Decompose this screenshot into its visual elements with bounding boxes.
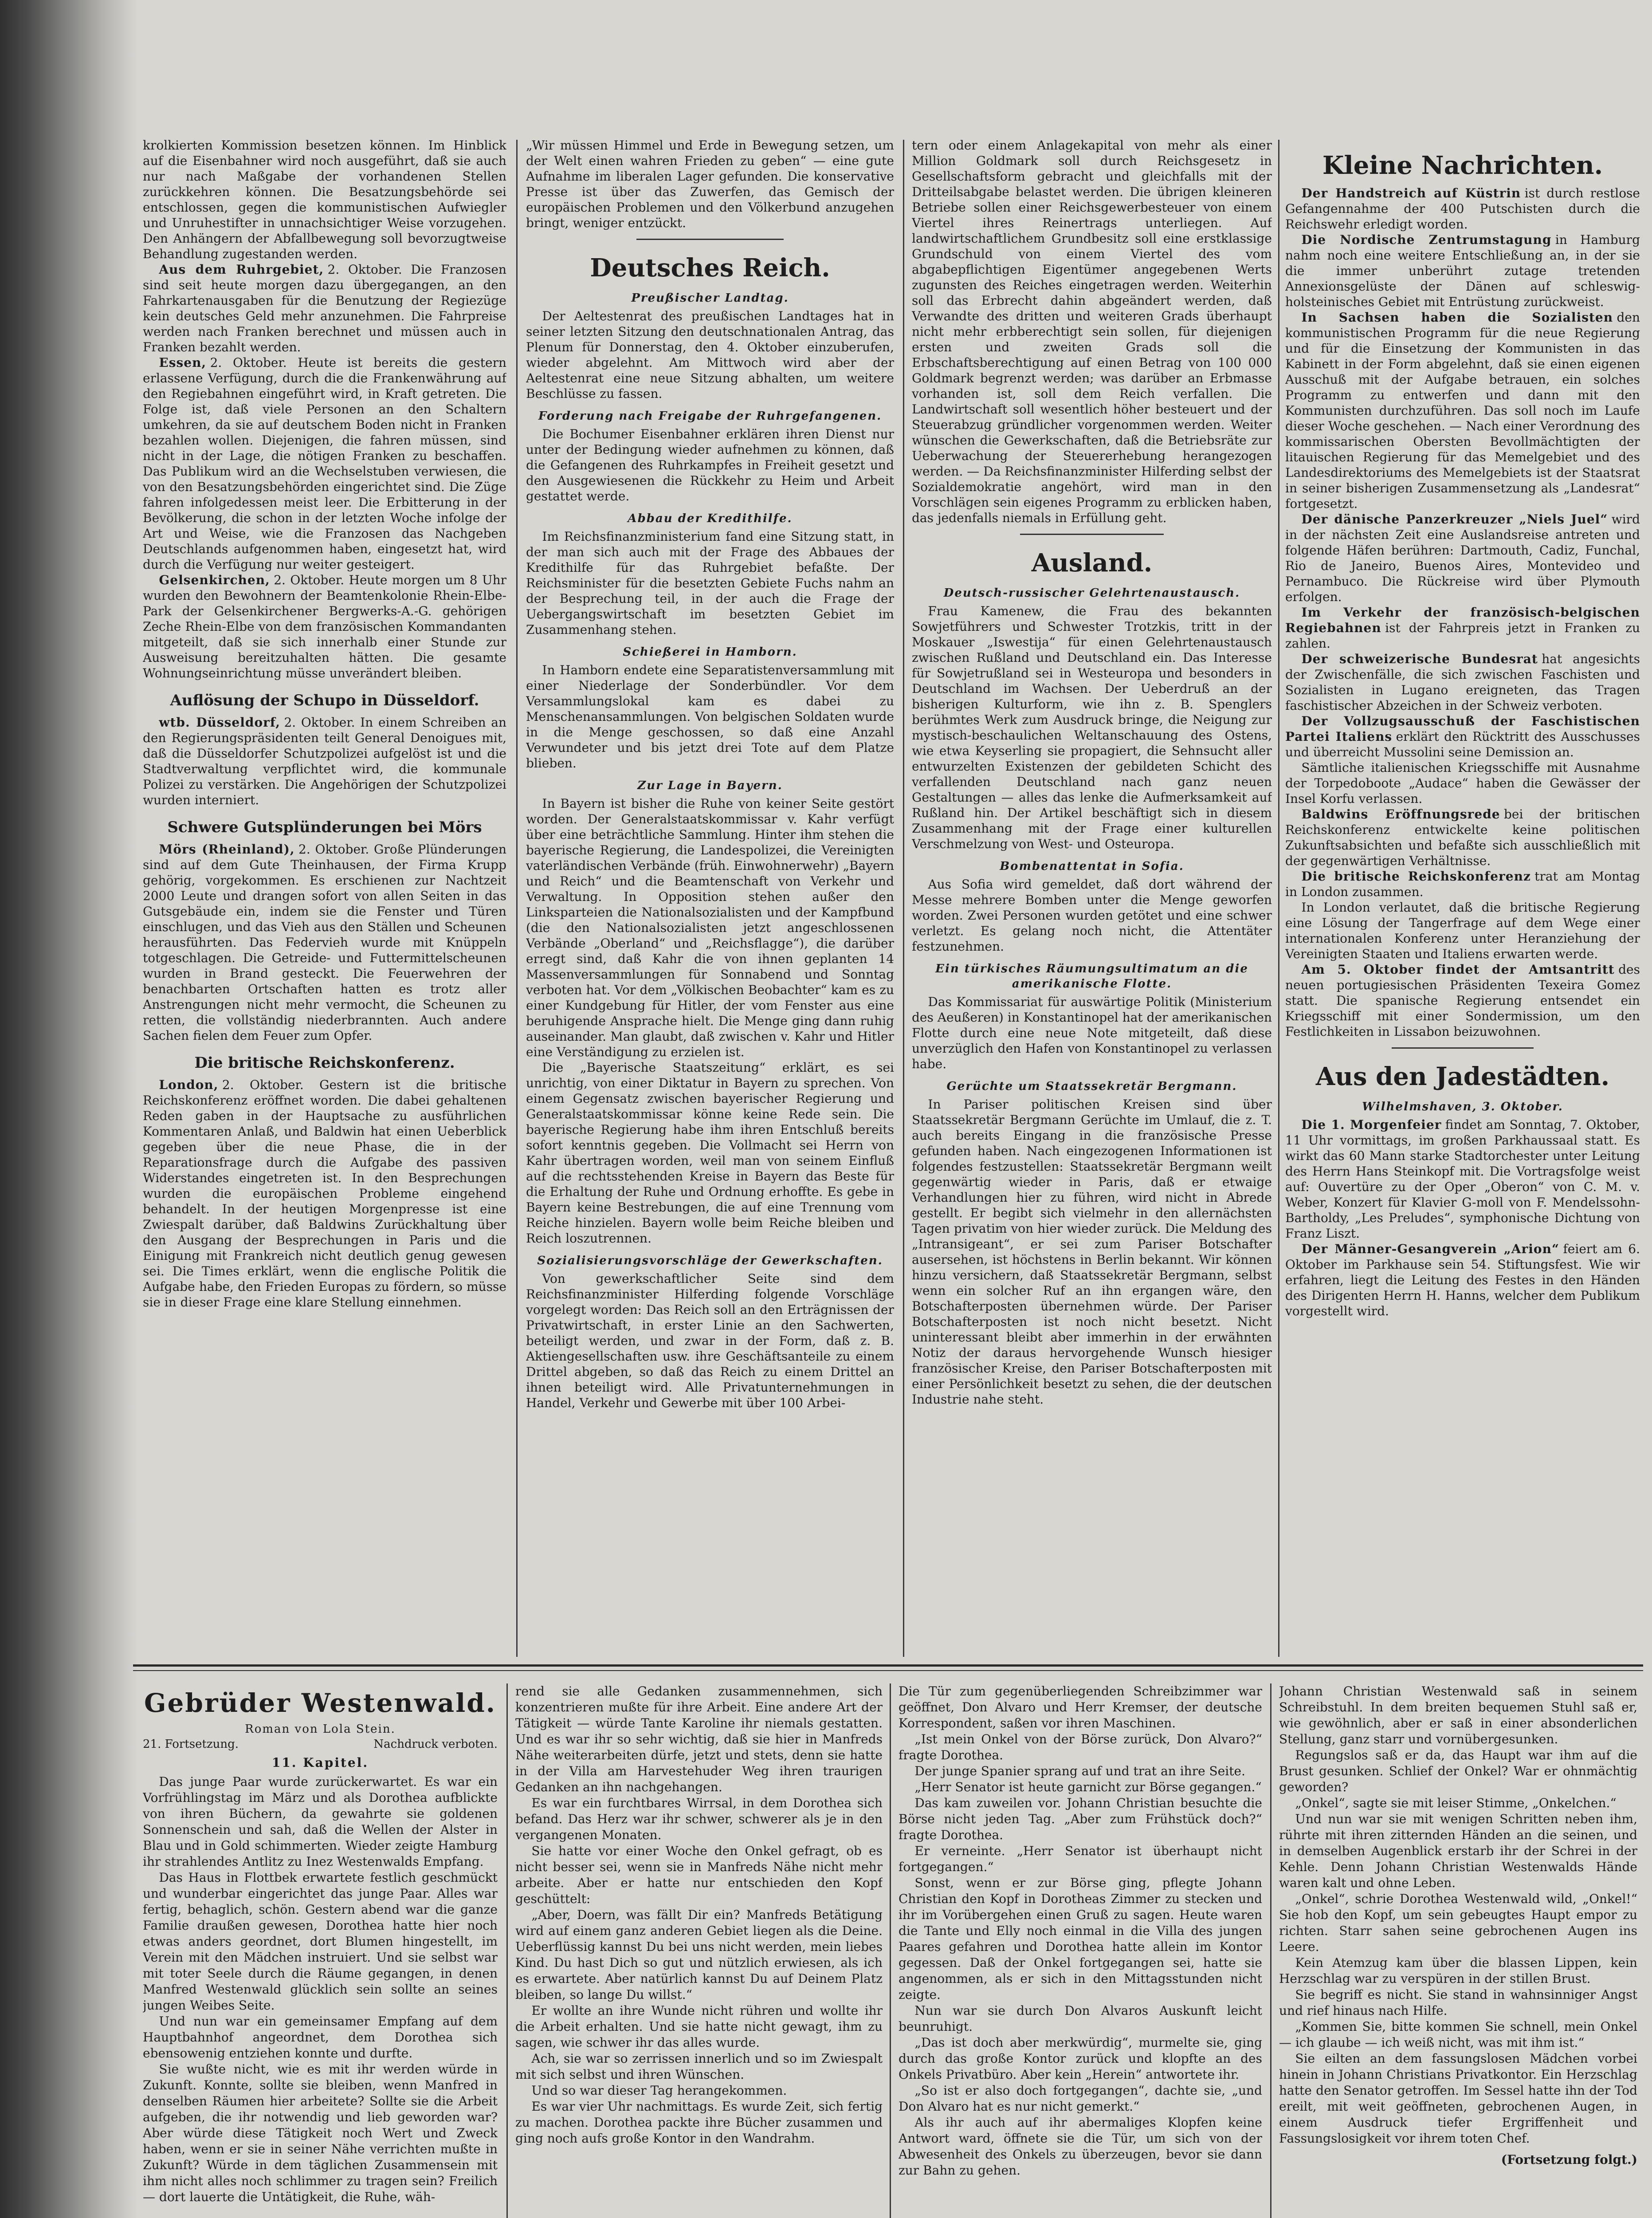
paragraph-text: „So ist er also doch fortgegangen“, dachte sie, „und Don Alvaro hat es nur nicht gemerkt.“ [899, 2083, 1262, 2114]
paragraph-text: „Kommen Sie, bitte kommen Sie schnell, mein Onkel — ich glaube — ich weiß nicht, was mit ihm ist.“ [1279, 2019, 1637, 2050]
article-paragraph [899, 1875, 1262, 2003]
paragraph-text: Es war vier Uhr nachmittags. Es wurde Zeit, sich fertig zu machen. Dorothea packte ihre Bücher zusammen und ging noch aufs große Kontor in den Wandrahm. [515, 2099, 883, 2146]
article-paragraph [899, 2083, 1262, 2115]
paragraph-text: Regungslos saß er da, das Haupt war ihm auf die Brust gesunken. Schlief der Onkel? War er ohnmächtig geworden? [1279, 1748, 1637, 1794]
article-paragraph [143, 715, 506, 808]
subheading: Preußischer Landtag. [631, 291, 789, 305]
paragraph-text: Sie eilten an dem fassungslosen Mädchen vorbei hinein in Johann Christians Privatkontor. Ein Herzschlag hatte den Senator getroffen. Im Sessel hatte ihn der Tod ereilt, mit weit geöffneten, gebrochenen Augen, in einem Ausdruck tiefer Ergriffenheit und Fassungslosigkeit vor ihrem toten Chef. [1279, 2051, 1637, 2146]
paragraph-text: „Onkel“, schrie Dorothea Westenwald wild, „Onkel!“ Sie hob den Kopf, um sein gebeugtes Haupt empor zu richten. Starr sahen seine gebrochenen Augen ins Leere. [1279, 1892, 1637, 1954]
article-paragraph [912, 138, 1272, 526]
article-paragraph [899, 1795, 1262, 1843]
article-paragraph [515, 2051, 883, 2083]
paragraph-lead: Die 1. Morgenfeier [1301, 1117, 1442, 1132]
paragraph-text: Sie wußte nicht, wie es mit ihr werden würde in Zukunft. Konnte, sollte sie bleiben, wenn Manfred in denselben Räumen hier arbeitete? Sollte sie die Arbeit aufgeben, die ihr notwendig und lieb geworden war? Aber würde diese Tätigkeit noch Wert und Zweck haben, wenn er sie in seiner Nähe verrichten mußte in Zukunft? Würde in dem täglichen Zusammensein mit ihm nicht alles noch schlimmer zu tragen sein? Freilich — dort lauerte die Untätigkeit, die Ruhe, wäh- [143, 2062, 498, 2204]
upper-column-1 [143, 138, 506, 1657]
paragraph-lead: Aus dem Ruhrgebiet, [159, 262, 324, 277]
subheading: Schießerei in Hamborn. [623, 645, 797, 659]
article-paragraph [899, 1779, 1262, 1795]
article-paragraph [143, 572, 506, 681]
paragraph-text: In London verlautet, daß die britische Regierung eine Lösung der Tangerfrage auf dem Wege einer internationalen Konferenz unter Heranziehung der Vereinigten Staaten und Italiens erwarten werde. [1285, 900, 1640, 961]
paragraph-lead: Die britische Reichskonferenz [1301, 869, 1531, 884]
paragraph-lead: Der Vollzugsausschuß der Faschistischen Partei Italiens [1285, 714, 1640, 744]
paragraph-text: In Bayern ist bisher die Ruhe von keiner Seite gestört worden. Der Generalstaatskommissar v. Kahr verfügt über eine beträchtliche Sammlung. Hinter ihm stehen die bayerische Regierung, die Landespolizei, die Vereinigten vaterländischen Verbände (früh. Einwohnerwehr) „Bayern und Reich“ und die Beamtenschaft von Verkehr und Verwaltung. In Opposition stehen außer den Linksparteien die Nationalsozialisten und der Kampfbund (die den Nationalsozialisten jetzt angeschlossenen Verbände „Oberland“ und „Reichsflagge“), die darüber erregt sind, daß Kahr die von ihnen geplanten 14 Massenversammlungen für Sonnabend und Sonntag verboten hat. Vor dem „Völkischen Beobachter“ kam es zu einer Kundgebung für Hitler, der vom Fenster aus eine beruhigende Ansprache hielt. Die Menge ging dann ruhig auseinander. Man glaubt, daß zwischen v. Kahr und Hitler eine Verständigung zu erzielen ist. [526, 796, 894, 1059]
article-paragraph [515, 1907, 883, 2003]
article-paragraph [899, 1683, 1262, 1731]
subheading: Abbau der Kredithilfe. [628, 512, 793, 525]
paragraph-text: „Das ist doch aber merkwürdig“, murmelte sie, ging durch das große Kontor zurück und klopfte an des Onkels Privatbüro. Aber kein „Herein“ antwortete ihr. [899, 2035, 1262, 2082]
article-paragraph [899, 2035, 1262, 2083]
paragraph-text: Als ihr auch auf ihr abermaliges Klopfen keine Antwort ward, öffnete sie die Tür, um sich von der Abwesenheit des Onkels zu überzeugen, bevor sie dann zur Bahn zu gehen. [899, 2115, 1262, 2178]
article-paragraph [526, 1060, 894, 1246]
paragraph-lead: Der dänische Panzerkreuzer „Niels Juel“ [1301, 512, 1608, 527]
subheading: Sozialisierungsvorschläge der Gewerkschaften. [537, 1254, 883, 1267]
paragraph-lead: Im Verkehr der französisch-belgischen Regiebahnen [1285, 605, 1640, 635]
section-heading: Aus den Jadestädten. [1315, 1062, 1610, 1091]
paragraph-text: 2. Oktober. Gestern ist die britische Reichskonferenz eröffnet worden. Die dabei gehaltenen Reden gaben in der Hauptsache zu ausführlichen Kommentaren Anlaß, und Baldwin hat einen Ueberblick gegeben über die neue Phase, die in der Reparationsfrage durch die Aufgabe des passiven Widerstandes eingetreten ist. In den Besprechungen wurden die europäischen Probleme eingehend behandelt. In der heutigen Morgenpresse ist eine Zwiespalt darüber, daß Baldwins Zurückhaltung über den Ausgang der Besprechungen in Paris und die Einigung mit Frankreich nicht deutlich genug gewesen sei. Die Times erklärt, wenn die englische Politik die Aufgabe habe, den Frieden Europas zu fördern, so müsse sie in dieser Frage eine klare Stellung einnehmen. [143, 1078, 506, 1310]
paragraph-lead: Der schweizerische Bundesrat [1301, 652, 1538, 666]
paragraph-text: Das kam zuweilen vor. Johann Christian besuchte die Börse nicht jeden Tag. „Aber zum Frühstück doch?“ fragte Dorothea. [899, 1796, 1262, 1842]
article-paragraph [1285, 310, 1640, 511]
article-paragraph [1285, 1241, 1640, 1319]
paragraph-text: Es war ein furchtbares Wirrsal, in dem Dorothea sich befand. Das Herz war ihr schwer, schwerer als je in den vergangenen Monaten. [515, 1796, 883, 1842]
article-paragraph [912, 603, 1272, 852]
serial-info-line [143, 1737, 498, 1752]
paragraph-text: Nun war sie durch Don Alvaros Auskunft leicht beunruhigt. [899, 2003, 1262, 2034]
installment-number: 21. Fortsetzung. [143, 1738, 239, 1751]
article-paragraph [143, 1077, 506, 1310]
subheading: Forderung nach Freigabe der Ruhrgefangenen. [538, 409, 882, 423]
paragraph-text: ist durch restlose Gefangennahme der 400 Putschisten durch die Reichswehr erledigt worden. [1285, 186, 1640, 232]
paragraph-text: Sie hatte vor einer Woche den Onkel gefragt, ob es nicht besser sei, wenn sie in Manfreds Nähe nicht mehr arbeite. Aber er hatte nur entschieden den Kopf geschüttelt: [515, 1844, 883, 1906]
paragraph-lead: Am 5. Oktober findet der Amtsantritt [1301, 962, 1615, 977]
article-paragraph [526, 1271, 894, 1411]
paragraph-text: krolkierten Kommission besetzen können. Im Hinblick auf die Eisenbahner wird noch ausgeführt, daß sie auch nur nach Maßgabe der vorhandenen Stellen zurückkehren können. Die Besatzungsbehörde sei entschlossen, gegen die kommunistischen Aufwiegler und Unruhestifter in unnachsichtiger Weise vorzugehen. Den Anhängern der Abfallbewegung soll bevorzugtweise Behandlung zugestanden werden. [143, 138, 506, 261]
paragraph-text: 2. Oktober. Die Franzosen sind seit heute morgen dazu übergegangen, an den Fahrkartenausgaben für die Benutzung der Regiezüge kein deutsches Geld mehr anzunehmen. Die Fahrpreise werden nach Franken berechnet und müssen auch in Franken bezahlt werden. [143, 262, 506, 354]
paragraph-lead: London, [159, 1078, 219, 1092]
article-paragraph [1279, 1811, 1637, 1891]
article-heading: Schwere Gutsplünderungen bei Mörs [167, 818, 482, 836]
subheading: Wilhelmshaven, 3. Oktober. [1362, 1100, 1563, 1113]
article-paragraph [1285, 869, 1640, 900]
paragraph-text: Frau Kamenew, die Frau des bekannten Sowjetführers und Schwester Trotzkis, tritt in der Moskauer „Iswestija“ für einen Gelehrtenaustausch zwischen Rußland und Deutschland ein. Das Interesse für Sowjetrußland sei in Westeuropa und besonders in Deutschland im Wachsen. Der Ueberdruß an der bisherigen Kulturform, wie ihn z. B. Spenglers berühmtes Werk zum Ausdruck bringe, die Neigung zur mystisch-beschaulichen Weltanschauung des Ostens, wie etwa Keyserling sie propagiert, die Sehnsucht aller entwurzelten Existenzen der gebildeten Schicht des verfallenden Deutschland nach ganz neuen Gestaltungen — alles das lenke die Aufmerksamkeit auf Rußland hin. Der Artikel beschäftigt sich in diesem Zusammenhang mit der Frage einer kulturellen Verschmelzung von West- und Osteuropa. [912, 604, 1272, 851]
column-rule [890, 1683, 891, 2218]
paragraph-text: Er verneinte. „Herr Senator ist überhaupt nicht fortgegangen.“ [899, 1844, 1262, 1874]
paragraph-text: In Pariser politischen Kreisen sind über Staatssekretär Bergmann Gerüchte im Umlauf, die z. T. auch bereits Eingang in die französische Presse gefunden haben. Nach eingezogenen Informationen ist folgendes festzustellen: Staatssekretär Bergmann weilt gegenwärtig wieder in Paris, daß er etwaige Verhandlungen hier zu führen, wird nicht in Abrede gestellt. Er begibt sich vielmehr in den allernächsten Tagen privatim von hier wieder zurück. Die Meldung des „Intransigeant“, er sei zum Pariser Botschafter ausersehen, ist höchstens in Berlin bekannt. Wir können hinzu versichern, daß Staatssekretär Bergmann, selbst wenn ein solcher Ruf an ihn ergangen wäre, den Botschafterposten übernehmen würde. Der Pariser Botschafterposten ist noch nicht besetzt. Nicht uninteressant bleibt aber immerhin in der erwähnten Notiz der daraus hervorgehende Wunsch hiesiger französischer Kreise, den Pariser Botschafterposten mit einer Persönlichkeit besetzt zu sehen, die der deutschen Industrie nahe steht. [912, 1097, 1272, 1407]
subheading: Deutsch-russischer Gelehrtenaustausch. [943, 586, 1240, 600]
article-paragraph [1279, 2051, 1637, 2147]
paragraph-text: 2. Oktober. Heute ist bereits die gestern erlassene Verfügung, durch die die Frankenwährung auf den Regiebahnen eingeführt wird, in Kraft getreten. Die Folge ist, daß viele Personen an den Schaltern umkehren, da sie auf deutschem Boden nicht in Franken bezahlen wollen. Diejenigen, die fahren müssen, sind nicht in der Lage, die nötigen Franken zu beschaffen. Das Publikum wird an die Wechselstuben verwiesen, die von den Besatzungsbehörden eingerichtet sind. Die Züge fahren infolgedessen meist leer. Die Erbitterung in der Bevölkerung, die schon in der letzten Woche infolge der Art und Weise, wie die Franzosen das Nachgeben Deutschlands aufgenommen haben, eingesetzt hat, wird durch die Verfügung nur weiter gesteigert. [143, 355, 506, 572]
article-paragraph [1279, 1683, 1637, 1747]
lower-column-3 [899, 1683, 1262, 2218]
upper-column-4 [1285, 138, 1640, 1657]
paragraph-text: „Aber, Doern, was fällt Dir ein? Manfreds Betätigung wird auf einem ganz anderen Gebiet liegen als die Deine. Ueberflüssig kannst Du bei uns nicht werden, mein liebes Kind. Du hast Dich so gut und nützlich erwiesen, als ich es erwartete. Aber natürlich kannst Du auf Deinem Platz bleiben, so lange Du willst.“ [515, 1907, 883, 2002]
paragraph-lead: Der Handstreich auf Küstrin [1301, 186, 1521, 201]
article-heading: Auflösung der Schupo in Düsseldorf. [170, 692, 479, 709]
paragraph-text: bei der britischen Reichskonferenz entwickelte keine politischen Zukunftsabsichten und befaßte sich ausschließlich mit der gegenwärtigen Verhältnisse. [1285, 807, 1640, 868]
paragraph-text: hat angesichts der Zwischenfälle, die sich zwischen Faschisten und Sozialisten in Lugano ereigneten, das Tragen faschistischer Abzeichen in der Schweiz verboten. [1285, 652, 1640, 713]
article-heading: Die britische Reichskonferenz. [194, 1054, 455, 1072]
article-paragraph [143, 2061, 498, 2205]
paragraph-text: Er wollte an ihre Wunde nicht rühren und wollte ihr die Arbeit erhalten. Und sie hatte nicht gewagt, ihm zu sagen, wie schwer ihr das alles wurde. [515, 2003, 883, 2050]
article-paragraph [526, 308, 894, 401]
page-edge-shadow [0, 0, 137, 2218]
article-paragraph [912, 877, 1272, 954]
article-paragraph [515, 1683, 883, 1795]
paragraph-text: den kommunistischen Programm für die neue Regierung und für die Einsetzung der Kommunisten in das Kabinett in der Form abgelehnt, daß sie einen eigenen Ausschuß mit der Aufgabe betrauen, ein solches Programm zu entwerfen und dann mit den Kommunisten durchzuführen. Das soll noch im Laufe dieser Woche geschehen. — Nach einer Verordnung des kommissarischen Obersten Bevollmächtigten der litauischen Regierung für das Memelgebiet und des Landesdirektoriums des Memelgebiets ist der Staatsrat in seiner bisherigen Zusammensetzung als „Landesrat“ fortgesetzt. [1285, 310, 1640, 511]
continuation-note: (Fortsetzung folgt.) [1501, 2152, 1637, 2167]
paragraph-text: rend sie alle Gedanken zusammennehmen, sich konzentrieren mußte für ihre Arbeit. Eine andere Art der Tätigkeit — würde Tante Karoline ihr niemals gestatten. Und es war ihr so sehr wichtig, daß sie hier in Manfreds Nähe weiterarbeiten dürfe, jetzt und stets, denn sie hatte in der Villa am Harvestehuder Weg ihren traurigen Gedanken an ihn nachgehangen. [515, 1684, 883, 1794]
separator-rule [636, 239, 784, 240]
article-paragraph [143, 2014, 498, 2061]
column-rule [1278, 140, 1279, 1657]
article-paragraph [912, 1097, 1272, 1407]
upper-column-3 [912, 138, 1272, 1657]
article-paragraph [143, 842, 506, 1043]
lower-column-1 [143, 1683, 498, 2218]
article-paragraph [1285, 605, 1640, 651]
article-paragraph [1285, 900, 1640, 962]
article-paragraph [1285, 1117, 1640, 1241]
article-paragraph [526, 138, 894, 231]
paragraph-text: trat am Montag in London zusammen. [1285, 869, 1640, 899]
article-paragraph [1285, 511, 1640, 605]
article-paragraph [526, 662, 894, 771]
paragraph-lead: wtb. Düsseldorf, [159, 715, 281, 730]
article-paragraph [515, 1795, 883, 1843]
separator-rule [1020, 534, 1164, 535]
article-paragraph [143, 138, 506, 262]
paragraph-text: Und nun war sie mit wenigen Schritten neben ihm, rührte mit ihren zitternden Händen an die seinen, und in demselben Augenblick erstarb ihr der Schrei in der Kehle. Denn Johann Christian Westenwalds Hände waren kalt und ohne Leben. [1279, 1812, 1637, 1890]
article-paragraph [526, 796, 894, 1060]
subheading: Gerüchte um Staatssekretär Bergmann. [946, 1080, 1237, 1093]
article-paragraph [526, 529, 894, 637]
article-paragraph [1285, 760, 1640, 806]
article-paragraph [1285, 651, 1640, 713]
paragraph-lead: Die Nordische Zentrumstagung [1301, 232, 1552, 247]
paragraph-text: In Hamborn endete eine Separatistenversammlung mit einer Niederlage der Sonderbündler. Vor dem Versammlungslokal kam es dabei zu Menschenansammlungen. Von belgischen Soldaten wurde in die Menge geschossen, so daß eine Anzahl Verwundeter und bis jetzt drei Tote auf dem Platze blieben. [526, 663, 894, 771]
article-paragraph [912, 994, 1272, 1072]
paragraph-text: Sie begriff es nicht. Sie stand in wahnsinniger Angst und rief hinaus nach Hilfe. [1279, 1987, 1637, 2018]
paragraph-text: „Wir müssen Himmel und Erde in Bewegung setzen, um der Welt einen wahren Frieden zu geben“ — eine gute Aufnahme im liberalen Lager gefunden. Die konservative Presse ist über das Zuwerfen, das Gemisch der europäischen Problemen und den Völkerbund anzugehen bringt, weniger entzückt. [526, 138, 894, 230]
paragraph-text: ist der Fahrpreis jetzt in Franken zu zahlen. [1285, 621, 1640, 651]
paragraph-lead: Baldwins Eröffnungsrede [1301, 807, 1500, 822]
paragraph-lead: Essen, [159, 355, 207, 370]
subheading: Bombenattentat in Sofia. [1000, 860, 1184, 873]
serial-title: Gebrüder Westenwald. [144, 1688, 497, 1718]
subheading: Zur Lage in Bayern. [637, 779, 783, 792]
lower-column-2 [515, 1683, 883, 2218]
paragraph-text: Kein Atemzug kam über die blassen Lippen, kein Herzschlag war zu verspüren in der stillen Brust. [1279, 1955, 1637, 1986]
paragraph-lead: Der Männer-Gesangverein „Arion“ [1301, 1242, 1560, 1256]
paragraph-text: Das junge Paar wurde zurückerwartet. Es war ein Vorfrühlingstag im März und als Dorothea aufblickte von ihren Büchern, da gewahrte sie goldenen Sonnenschein und sah, daß die Wellen der Alster in Blau und in Gold schimmerten. Wieder zeigte Hamburg ihr strahlendes Antlitz zu Inez Westenwalds Empfang. [143, 1774, 498, 1869]
paragraph-text: wird in der nächsten Zeit eine Auslandsreise antreten und folgende Häfen berühren: Dartmouth, Cadiz, Funchal, Rio de Janeiro, Buenos Aires, Montevideo und Pernambuco. Die Rückreise wird über Plymouth erfolgen. [1285, 512, 1640, 604]
article-paragraph [1285, 962, 1640, 1039]
upper-column-2 [526, 138, 894, 1657]
section-heading: Ausland. [1031, 548, 1153, 578]
reprint-notice: Nachdruck verboten. [373, 1738, 498, 1751]
article-paragraph [515, 2003, 883, 2051]
paragraph-text: Johann Christian Westenwald saß in seinem Schreibstuhl. In dem breiten bequemen Stuhl saß er, wie gewöhnlich, aber er saß in einer absonderlichen Stellung, ganz starr und vornübergesunken. [1279, 1684, 1637, 1746]
paragraph-text: Das Kommissariat für auswärtige Politik (Ministerium des Aeußeren) in Konstantinopel hat der amerikanischen Flotte durch eine neue Note mitgeteilt, daß diese unverzüglich den Hafen von Konstantinopel zu verlassen habe. [912, 995, 1272, 1071]
lower-column-4 [1279, 1683, 1637, 2218]
article-paragraph [143, 262, 506, 355]
paragraph-text: „Ist mein Onkel von der Börse zurück, Don Alvaro?“ fragte Dorothea. [899, 1732, 1262, 1762]
paragraph-text: Ach, sie war so zerrissen innerlich und so im Zwiespalt mit sich selbst und ihren Wünschen. [515, 2051, 883, 2082]
paragraph-text: Im Reichsfinanzministerium fand eine Sitzung statt, in der man sich auch mit der Frage des Abbaues der Kredithilfe für das Ruhrgebiet befaßte. Der Reichsminister für die besetzten Gebiete Fuchs nahm an der Besprechung teil, in der auch die Frage der Uebergangswirtschaft im besetzten Gebiet im Zusammenhang stehen. [526, 529, 894, 637]
paragraph-lead: Mörs (Rheinland), [159, 842, 295, 857]
column-rule [516, 140, 518, 1657]
article-paragraph [1279, 1795, 1637, 1811]
article-paragraph [899, 1843, 1262, 1875]
article-paragraph [1279, 2019, 1637, 2051]
paragraph-text: Von gewerkschaftlicher Seite sind dem Reichsfinanzminister Hilferding folgende Vorschläge vorgelegt worden: Das Reich soll an den Erträgnissen der Privatwirtschaft, in erster Linie an den Sachwerten, beteiligt werden, und zwar in der Form, daß z. B. Aktiengesellschaften usw. ihre Geschäftsanteile zu einem Drittel abgeben, so daß das Reich zu einem Drittel an ihnen beteiligt wird. Alle Privatunternehmungen in Handel, Verkehr und Gewerbe mit über 100 Arbei- [526, 1271, 894, 1410]
paragraph-text: Aus Sofia wird gemeldet, daß dort während der Messe mehrere Bomben unter die Menge geworfen worden. Zwei Personen wurden getötet und eine schwer verletzt. Es gelang noch nicht, die Attentäter festzunehmen. [912, 877, 1272, 954]
article-paragraph [1279, 1747, 1637, 1795]
paragraph-text: Die „Bayerische Staatszeitung“ erklärt, es sei unrichtig, von einer Diktatur in Bayern zu sprechen. Von einem Gegensatz zwischen bayerischer Regierung und Generalstaatskommissar könne keine Rede sein. Die bayerische Regierung habe ihm ihren Entschluß bereits sofort kenntnis gegeben. Die Vollmacht sei Herrn von Kahr übertragen worden, weil man von seinem Einfluß auf die rechtsstehenden Kreise in Bayern das Beste für die Erhaltung der Ruhe und Ordnung erhoffte. Es gebe in Bayern keine Bestrebungen, die auf eine Trennung vom Reiche hinzielen. Bayern wolle beim Reiche bleiben und Reich loszutrennen. [526, 1060, 894, 1246]
article-paragraph [1279, 1955, 1637, 1987]
paragraph-text: Sonst, wenn er zur Börse ging, pflegte Johann Christian den Kopf in Dorotheas Zimmer zu stecken und ihr im Vorübergehen einen Gruß zu sagen. Heute waren die Tante und Elly noch einmal in die Villa des jungen Paares gefahren und Dorothea hatte allein im Kontor gegessen. Daß der Onkel fortgegangen sei, hatte sie angenommen, als er sich in den Mittagsstunden nicht zeigte. [899, 1876, 1262, 2002]
article-paragraph [899, 2003, 1262, 2035]
subheading: Ein türkisches Räumungsultimatum an die amerikanische Flotte. [935, 962, 1248, 991]
column-rule [506, 1683, 508, 2218]
article-paragraph [143, 1870, 498, 2014]
paragraph-text: Und nun war ein gemeinsamer Empfang auf dem Hauptbahnhof angeordnet, dem Dorothea sich ebensowenig entziehen konnte und durfte. [143, 2014, 498, 2061]
article-paragraph [1285, 713, 1640, 760]
paragraph-text: Der Aeltestenrat des preußischen Landtages hat in seiner letzten Sitzung den deutschnationalen Antrag, das Plenum für Donnerstag, den 4. Oktober einzuberufen, wieder abgelehnt. Am Mittwoch wird aber der Aeltestenrat eine neue Sitzung abhalten, um weitere Beschlüsse zu fassen. [526, 309, 894, 401]
article-paragraph [899, 2115, 1262, 2179]
section-heading: Deutsches Reich. [590, 253, 830, 283]
section-heading: Kleine Nachrichten. [1322, 151, 1603, 180]
paragraph-text: „Onkel“, sagte sie mit leiser Stimme, „Onkelchen.“ [1295, 1796, 1617, 1810]
feuilleton-divider-rule [133, 1664, 1643, 1671]
paragraph-text: Und so war dieser Tag herangekommen. [531, 2083, 787, 2098]
column-rule [1270, 1683, 1271, 2218]
serial-author: Roman von Lola Stein. [245, 1722, 396, 1736]
chapter-heading: 11. Kapitel. [271, 1755, 369, 1770]
paragraph-text: Die Tür zum gegenüberliegenden Schreibzimmer war geöffnet, Don Alvaro und Herr Kremser, der deutsche Korrespondent, saßen vor ihren Maschinen. [899, 1684, 1262, 1730]
paragraph-text: „Herr Senator ist heute garnicht zur Börse gegangen.“ [914, 1780, 1262, 1794]
article-paragraph [526, 426, 894, 504]
paragraph-text: in Hamburg nahm noch eine weitere Entschließung an, in der sie die immer unberührt zutage tretenden Annexionsgelüste der Dänen auf schleswig-holsteinisches Gebiet mit Entrüstung zurückweist. [1285, 232, 1640, 309]
article-paragraph [515, 2083, 883, 2099]
paragraph-text: des neuen portugiesischen Präsidenten Texeira Gomez statt. Die spanische Regierung entsendet ein Kriegsschiff mit einer Sondermission, um den Festlichkeiten in Lissabon beizuwohnen. [1285, 962, 1640, 1039]
paragraph-text: 2. Oktober. Große Plünderungen sind auf dem Gute Theinhausen, der Firma Krupp gehörig, vorgekommen. Es erschienen zur Nachtzeit 2000 Leute und drangen sofort von allen Seiten in das Gutsgebäude ein, indem sie die Fenster und Türen einschlugen, und das Vieh aus den Ställen und Scheunen herausführten. Das Federvieh wurde mit Knüppeln totgeschlagen. Die Getreide- und Futtermittelscheunen wurden in Brand gesteckt. Die Feuerwehren der benachbarten Ortschaften hatten es trotz aller Anstrengungen nicht mehr vermocht, die Scheunen zu retten, die vollständig niederbrannten. Auch andere Sachen fielen dem Feuer zum Opfer. [143, 842, 506, 1043]
paragraph-text: findet am Sonntag, 7. Oktober, 11 Uhr vormittags, im großen Parkhaussaal statt. Es wirkt das 60 Mann starke Stadtorchester unter Leitung des Herrn Hans Steinkopf mit. Die Vortragsfolge weist auf: Ouvertüre zu der Oper „Oberon“ von C. M. v. Weber, Konzert für Klavier G-moll von F. Mendelssohn-Bartholdy, „Les Preludes“, symphonische Dichtung von Franz Liszt. [1285, 1117, 1640, 1241]
article-paragraph [515, 2099, 883, 2147]
article-paragraph [899, 1763, 1262, 1779]
paragraph-text: erklärt den Rücktritt des Ausschusses und überreicht Mussolini seine Demission an. [1285, 729, 1640, 759]
paragraph-text: 2. Oktober. In einem Schreiben an den Regierungspräsidenten teilt General Denoigues mit, daß die Düsseldorfer Schutzpolizei aufgelöst ist und die Stadtverwaltung verpflichtet wird, die kommunale Polizei zu verstärken. Die Angehörigen der Schutzpolizei wurden interniert. [143, 715, 506, 807]
paragraph-text: Die Bochumer Eisenbahner erklären ihren Dienst nur unter der Bedingung wieder aufnehmen zu können, daß die Gefangenen des Ruhrkampfes in Freiheit gesetzt und den Ausgewiesenen die Rückkehr zu Heim und Arbeit gestattet werde. [526, 427, 894, 503]
article-paragraph [1279, 1891, 1637, 1955]
paragraph-text: tern oder einem Anlagekapital von mehr als einer Million Goldmark soll durch Reichsgesetz in Gesellschaftsform gebracht und gleichfalls mit der Dritteilsabgabe belastet werden. Die übrigen kleineren Betriebe sollen einer Reichsgewerbesteuer von einem Viertel ihres Reinertrags unterliegen. Auf landwirtschaftlichem Grundbesitz soll eine erstklassige Grundschuld von einem Viertel des vom abgabepflichtigen Eigentümer angegebenen Werts zugunsten des Reiches eingetragen werden. Weiterhin soll das Erbrecht dahin abgeändert werden, daß Verwandte des dritten und weiteren Grads überhaupt nicht mehr erbberechtigt sein sollen, für diejenigen ersten und zweiten Grads soll die Erbschaftsberechtigung auf einen Betrag von 100 000 Goldmark begrenzt werden; was darüber an Erbmasse vorhanden ist, soll dem Reich verfallen. Die Landwirtschaft soll wesentlich höher besteuert und der Steuerabzug gründlicher vorgenommen werden. Weiter wünschen die Gewerkschaften, daß die Betriebsräte zur Ueberwachung der Steuererhebung herangezogen werden. — Da Reichsfinanzminister Hilferding selbst der Sozialdemokratie angehört, wird man in den Vorschlägen sein eigenes Programm zu erblicken haben, das jedenfalls niemals in Erfüllung geht. [912, 138, 1272, 525]
separator-rule [1392, 1047, 1534, 1049]
article-paragraph [899, 1731, 1262, 1763]
paragraph-lead: In Sachsen haben die Sozialisten [1301, 310, 1613, 325]
article-paragraph [143, 1774, 498, 1870]
paragraph-lead: Gelsenkirchen, [159, 573, 270, 587]
column-rule [903, 140, 904, 1657]
article-paragraph [515, 1843, 883, 1907]
paragraph-text: Der junge Spanier sprang auf und trat an ihre Seite. [914, 1764, 1245, 1778]
article-paragraph [1279, 1987, 1637, 2019]
paragraph-text: Das Haus in Flottbek erwartete festlich geschmückt und wunderbar eingerichtet das junge Paar. Alles war fertig, behaglich, schön. Gestern abend war die ganze Familie draußen gewesen, Dorothea hatte hier noch etwas anders geordnet, dort Blumen hingestellt, im Verein mit den Mädchen instruiert. Und sie selbst war mit toter Seele durch die Räume gegangen, in denen Manfred Westenwald glücklich sein sollte an seines jungen Weibes Seite. [143, 1870, 498, 2013]
paragraph-text: 2. Oktober. Heute morgen um 8 Uhr wurden den Bewohnern der Beamtenkolonie Rhein-Elbe-Park der Gelsenkirchener Bergwerks-A.-G. gehörigen Zeche Rhein-Elbe von dem französischen Kommandanten mitgeteilt, daß sie sich innerhalb einer Stunde zur Ausweisung bereitzuhalten hätten. Die gesamte Wohnungseinrichtung müsse unverändert bleiben. [143, 573, 506, 680]
paragraph-text: feiert am 6. Oktober im Parkhause sein 54. Stiftungsfest. Wie wir erfahren, liegt die Leitung des Festes in den Händen des Dirigenten Herrn H. Hanns, welcher dem Publikum vorgestellt wird. [1285, 1242, 1640, 1318]
article-paragraph [1285, 232, 1640, 310]
article-paragraph [1285, 806, 1640, 869]
paragraph-text: Sämtliche italienischen Kriegsschiffe mit Ausnahme der Torpedoboote „Audace“ haben die Gewässer der Insel Korfu verlassen. [1285, 760, 1640, 806]
article-paragraph [143, 355, 506, 572]
article-paragraph [1285, 185, 1640, 232]
